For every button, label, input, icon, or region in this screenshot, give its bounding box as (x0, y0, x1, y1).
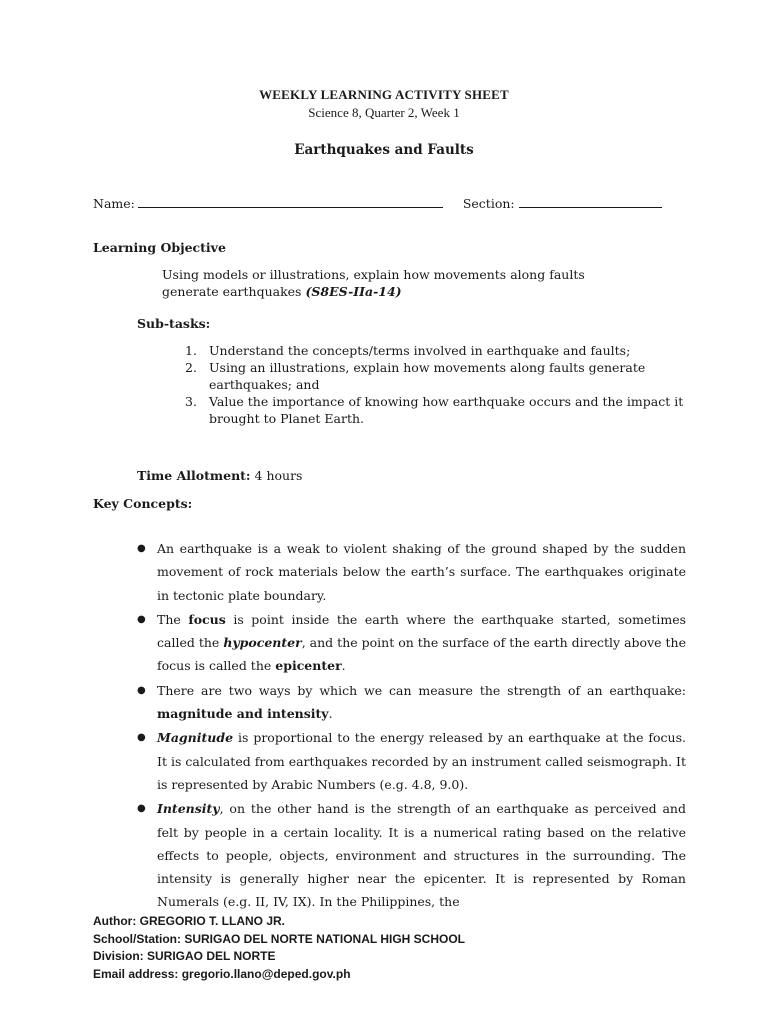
term-magnitude-intensity: magnitude and intensity (157, 706, 329, 722)
concept-measure: There are two ways by which we can measure the strength of an earthquake: magnitude and intensity. (157, 682, 686, 722)
sheet-title: WEEKLY LEARNING ACTIVITY SHEET (259, 87, 509, 102)
sheet-subtitle: Science 8, Quarter 2, Week 1 (308, 105, 460, 120)
sheet-topic: Earthquakes and Faults (294, 142, 474, 158)
name-label: Name: (93, 196, 135, 211)
footer-author: Author: GREGORIO T. LLANO JR. (93, 914, 285, 928)
objective-code: (S8ES-IIa-14) (305, 284, 402, 299)
objective-text: generate earthquakes (162, 284, 302, 299)
key-concepts-list (133, 537, 686, 915)
list-text: Understand the concepts/terms involved in earthquake and faults; (209, 343, 631, 358)
objective-line-2 (162, 284, 402, 299)
list-item (133, 537, 686, 607)
footer-school: School/Station: SURIGAO DEL NORTE NATIONAL HIGH SCHOOL (93, 931, 466, 946)
list-item (133, 679, 686, 726)
time-allotment-value: 4 hours (254, 468, 303, 483)
term-focus: focus (188, 611, 226, 627)
bullet-icon: ● (137, 732, 146, 744)
section-label: Section: (462, 196, 515, 211)
objective-line-1: Using models or illustrations, explain how movements along faults (162, 267, 585, 282)
list-item (133, 797, 686, 913)
bullet-icon: ● (137, 684, 146, 696)
term-hypocenter: hypocenter (223, 635, 302, 651)
list-text: Value the importance of knowing how earthquake occurs and the impact it brought to Planet Earth. (209, 394, 684, 426)
list-number: 3. (185, 394, 197, 409)
time-allotment-row (137, 468, 302, 483)
footer-division: Division: SURIGAO DEL NORTE (93, 949, 276, 963)
footer-author-info (93, 913, 465, 983)
list-item (185, 359, 685, 393)
list-item (185, 342, 685, 359)
section-blank-line (519, 196, 662, 208)
concept-earthquake: An earthquake is a weak to violent shaking of the ground shaped by the sudden movement of rock materials below the earth’s surface. The earthquakes originate in tectonic plate boundary. (157, 541, 686, 603)
name-section-row (93, 196, 662, 211)
bullet-icon: ● (137, 803, 146, 815)
list-item (133, 608, 686, 678)
concept-magnitude: Magnitude is proportional to the energy released by an earthquake at the focus. It is calculated from earthquakes recorded by an instrument called seismograph. It is represented by Arabic Numbers (e.g. 4.8, 9.0). (157, 730, 686, 792)
concept-intensity: Intensity, on the other hand is the strength of an earthquake as perceived and felt by people in a certain locality. It is a numerical rating based on the relative effects to people, objects, environment and structures in the surrounding. The intensity is generally higher near the epicenter. It is represented by Roman Numerals (e.g. II, IV, IX). In the Philippines, the (157, 801, 686, 910)
time-allotment-label: Time Allotment: (137, 468, 251, 483)
footer-email: Email address: gregorio.llano@deped.gov.ph (93, 966, 351, 981)
subtasks-heading: Sub-tasks: (137, 316, 211, 331)
key-concepts-heading: Key Concepts: (93, 496, 193, 511)
list-item (133, 726, 686, 796)
concept-focus: The focus is point inside the earth where the earthquake started, sometimes called the hypocenter, and the point on the surface of the earth directly above the focus is called the epicenter. (157, 611, 687, 674)
bullet-icon: ● (137, 613, 146, 625)
list-number: 1. (185, 343, 197, 358)
subtasks-list (185, 342, 685, 427)
list-text: Using an illustrations, explain how movements along faults generate earthquakes; and (209, 360, 646, 392)
bullet-icon: ● (137, 543, 146, 554)
name-blank-line (138, 196, 443, 208)
term-magnitude: Magnitude (157, 730, 234, 746)
list-number: 2. (185, 360, 197, 375)
term-epicenter: epicenter (275, 658, 342, 674)
learning-objective-heading: Learning Objective (93, 240, 226, 255)
list-item (185, 393, 685, 427)
term-intensity: Intensity (157, 801, 220, 817)
